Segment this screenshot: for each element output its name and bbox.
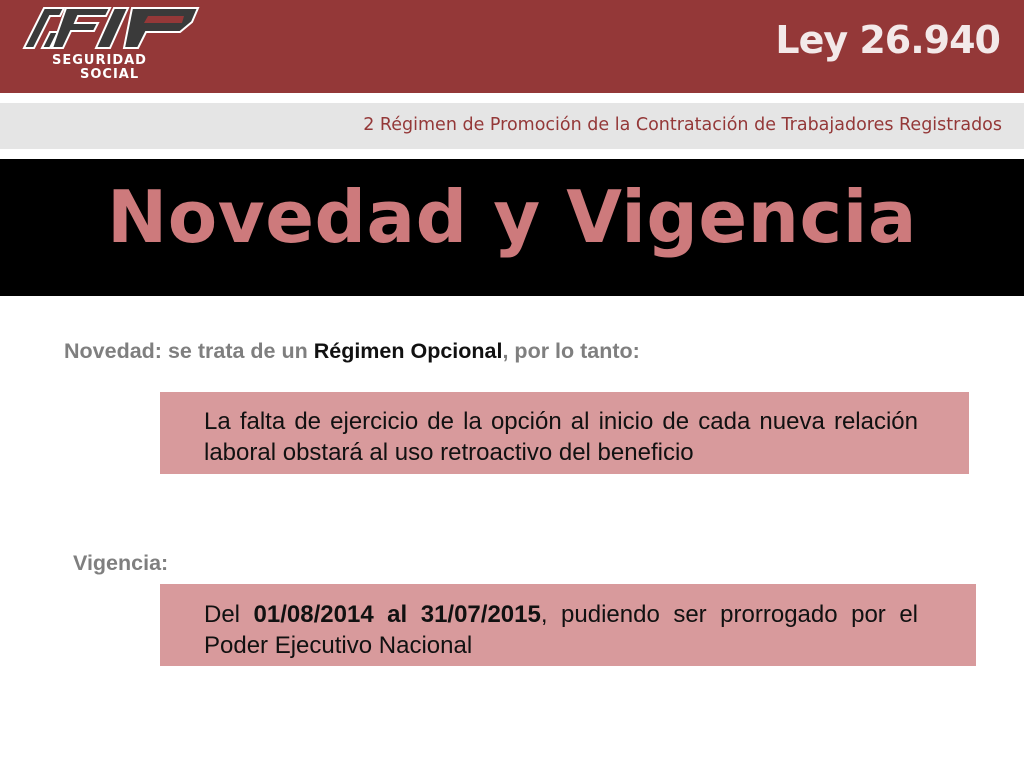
section-subtitle: 2 Régimen de Promoción de la Contratación de Trabajadores Registrados bbox=[363, 115, 1002, 135]
vigencia-dates: 01/08/2014 al 31/07/2015 bbox=[253, 601, 541, 628]
svg-text:SEGURIDAD: SEGURIDAD bbox=[52, 53, 147, 68]
novedad-text-before: se trata de un bbox=[161, 339, 314, 363]
page-title: Novedad y Vigencia bbox=[107, 175, 917, 259]
law-title: Ley 26.940 bbox=[775, 18, 1000, 62]
vigencia-prefix: Del bbox=[204, 601, 254, 628]
novedad-text-after: , por lo tanto: bbox=[502, 339, 640, 363]
novedad-box-text: La falta de ejercicio de la opción al inicio de cada nueva relación laboral obstará al uso retroactivo del beneficio bbox=[204, 408, 918, 466]
vigencia-box-text bbox=[204, 599, 918, 661]
novedad-emphasis: Régimen Opcional bbox=[313, 339, 503, 363]
novedad-box bbox=[160, 392, 969, 474]
svg-text:SOCIAL: SOCIAL bbox=[80, 67, 140, 82]
vigencia-suffix: , pudiendo ser prorrogado por el Poder Ejecutivo Nacional bbox=[204, 601, 919, 659]
header-bar bbox=[0, 0, 1024, 93]
vigencia-label: Vigencia: bbox=[73, 551, 169, 575]
vigencia-box bbox=[160, 584, 976, 666]
novedad-paragraph bbox=[64, 337, 766, 365]
afip-logo-icon bbox=[20, 4, 205, 82]
novedad-label: Novedad: bbox=[64, 339, 162, 363]
